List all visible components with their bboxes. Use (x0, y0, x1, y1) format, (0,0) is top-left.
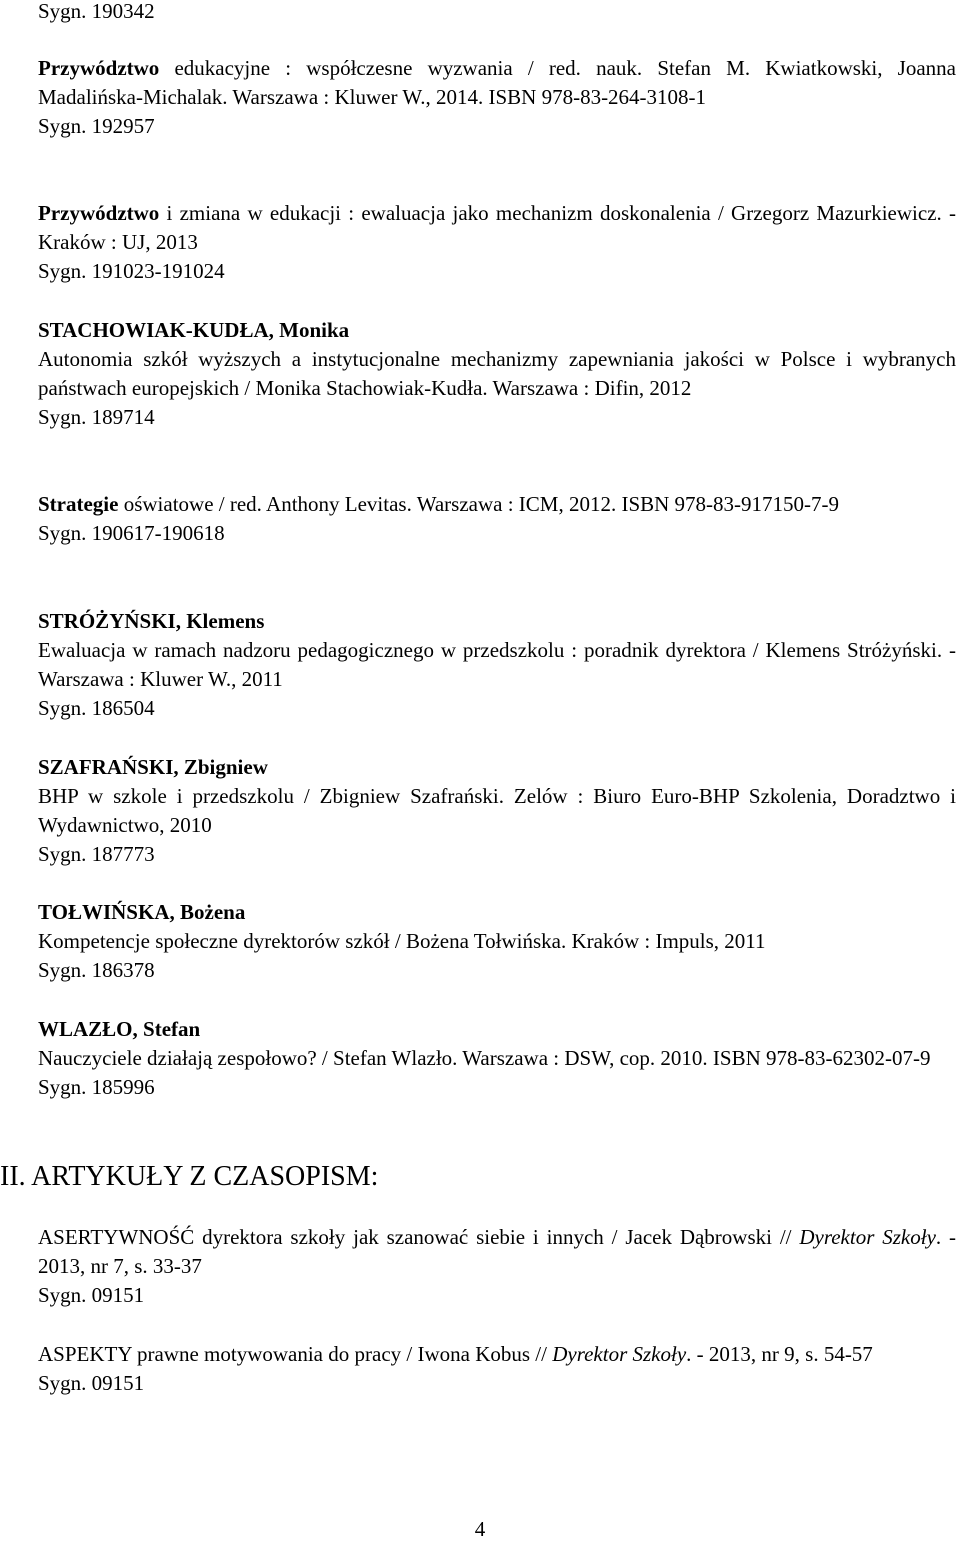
entry-description (38, 54, 956, 112)
sygnatura: Sygn. 190617-190618 (38, 521, 225, 545)
article-issue: . - 2013, nr 7, s. 33-37 (38, 1225, 957, 1278)
bibliography-entry (38, 199, 956, 286)
article-title: ASPEKTY prawne motywowania do pracy / Iwona Kobus // (38, 1342, 553, 1366)
article-entry (38, 1340, 956, 1398)
entry-description: Autonomia szkół wyższych a instytucjonalne mechanizmy zapewniania jakości w Polsce i wybranych państwach europejskich / Monika Stachowiak-Kudła. Warszawa : Difin, 2012 (38, 347, 956, 400)
entry-rest: i zmiana w edukacji : ewaluacja jako mechanizm doskonalenia / Grzegorz Mazurkiewicz. - Kraków : UJ, 2013 (38, 201, 956, 254)
journal-name: Dyrektor Szkoły (799, 1225, 936, 1249)
author-heading: TOŁWIŃSKA, Bożena (38, 900, 246, 924)
bibliography-entry (38, 753, 956, 869)
entry-description: Ewaluacja w ramach nadzoru pedagogicznego w przedszkolu : poradnik dyrektora / Klemens Stróżyński. - Warszawa : Kluwer W., 2011 (38, 638, 956, 691)
journal-name: Dyrektor Szkoły (552, 1342, 687, 1366)
entry-description (38, 199, 956, 257)
article-entry (38, 1223, 956, 1310)
article-title: ASERTYWNOŚĆ dyrektora szkoły jak szanować siebie i innych / Jacek Dąbrowski // (38, 1225, 800, 1249)
sygnatura: Sygn. 191023-191024 (38, 259, 225, 283)
bibliography-entry (38, 1015, 956, 1102)
bibliography-entry (38, 490, 956, 548)
entry-lead-word: Przywództwo (38, 56, 160, 80)
entry-description: Kompetencje społeczne dyrektorów szkół / Bożena Tołwińska. Kraków : Impuls, 2011 (38, 929, 766, 953)
entry-description (38, 490, 956, 519)
entry-rest: oświatowe / red. Anthony Levitas. Warszawa : ICM, 2012. ISBN 978-83-917150-7-9 (118, 492, 840, 516)
sygnatura: Sygn. 187773 (38, 842, 155, 866)
entry-lead-word: Strategie (38, 492, 119, 516)
bibliography-entry (38, 54, 956, 141)
article-issue: . - 2013, nr 9, s. 54-57 (686, 1342, 873, 1366)
author-heading: WLAZŁO, Stefan (38, 1017, 201, 1041)
bibliography-entry (38, 316, 956, 432)
entry-rest: edukacyjne : współczesne wyzwania / red. nauk. Stefan M. Kwiatkowski, Joanna Madalińska-Michalak. Warszawa : Kluwer W., 2014. ISBN 978-83-264-3108-1 (38, 56, 956, 109)
sygnatura: Sygn. 185996 (38, 1075, 155, 1099)
bibliography-entry (38, 898, 956, 985)
author-heading: STACHOWIAK-KUDŁA, Monika (38, 318, 350, 342)
entry-description: Nauczyciele działają zespołowo? / Stefan Wlazło. Warszawa : DSW, cop. 2010. ISBN 978-83-62302-07-9 (38, 1046, 931, 1070)
sygnatura: Sygn. 186378 (38, 958, 155, 982)
page-number: 4 (474, 1517, 486, 1541)
author-heading: STRÓŻYŃSKI, Klemens (38, 609, 265, 633)
sygnatura: Sygn. 190342 (38, 0, 155, 23)
article-description (38, 1223, 956, 1281)
author-heading: SZAFRAŃSKI, Zbigniew (38, 755, 268, 779)
entry-lead-word: Przywództwo (38, 201, 160, 225)
sygnatura: Sygn. 189714 (38, 405, 155, 429)
sygnatura: Sygn. 09151 (38, 1371, 145, 1395)
entry-description: BHP w szkole i przedszkolu / Zbigniew Szafrański. Zelów : Biuro Euro-BHP Szkolenia, Doradztwo i Wydawnictwo, 2010 (38, 784, 956, 837)
sygnatura: Sygn. 192957 (38, 114, 155, 138)
sygnatura: Sygn. 186504 (38, 696, 155, 720)
bibliography-entry (38, 607, 956, 723)
section-heading: II. ARTYKUŁY Z CZASOPISM: (0, 1161, 379, 1192)
sygnatura: Sygn. 09151 (38, 1283, 145, 1307)
article-description (38, 1340, 956, 1369)
